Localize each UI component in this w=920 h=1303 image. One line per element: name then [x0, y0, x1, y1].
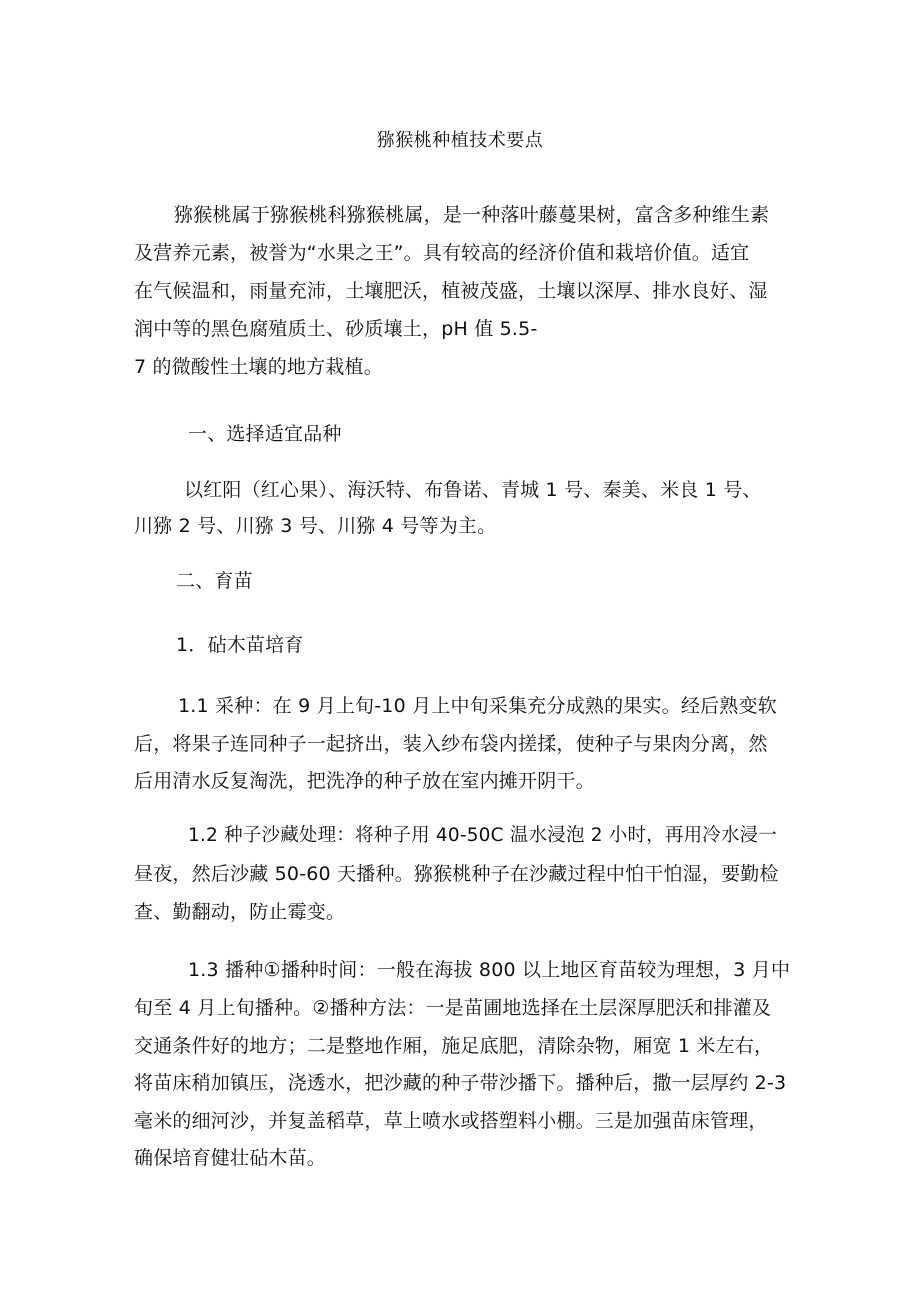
section-heading-seedling: 二、育苗: [176, 570, 253, 592]
seed-collection-line: 后用清水反复淘洗，把洗净的种子放在室内摊开阴干。: [134, 770, 595, 792]
section-heading-varieties: 一、选择适宜品种: [188, 423, 342, 445]
intro-line: 及营养元素，被誉为“水果之王”。具有较高的经济价值和栽培价值。适宜: [134, 242, 750, 264]
seed-stratification-line: 昼夜，然后沙藏 50-60 天播种。猕猴桃种子在沙藏过程中怕干怕湿，要勤检: [134, 863, 779, 885]
sowing-line: 交通条件好的地方；二是整地作厢，施足底肥，清除杂物，厢宽 1 米左右，: [134, 1035, 774, 1057]
sowing-line: 毫米的细河沙，并复盖稻草，草上喷水或搭塑料小棚。三是加强苗床管理，: [134, 1110, 768, 1132]
seed-stratification-line: 1.2 种子沙藏处理：将种子用 40-50C 温水浸泡 2 小时，再用冷水浸一: [188, 825, 778, 846]
varieties-line: 以红阳（红心果）、海沃特、布鲁诺、青城 1 号、秦美、米良 1 号、: [184, 479, 762, 501]
intro-line: 猕猴桃属于猕猴桃科猕猴桃属，是一种落叶藤蔓果树，富含多种维生素: [174, 204, 770, 226]
document-title: 猕猴桃种植技术要点: [376, 130, 544, 151]
intro-line: 润中等的黑色腐殖质土、砂质壤土，pH 值 5.5-: [134, 318, 538, 340]
subheading-rootstock: 1．砧木苗培育: [176, 634, 304, 656]
sowing-line: 旬至 4 月上旬播种。②播种方法：一是苗圃地选择在土层深厚肥沃和排灌及: [134, 997, 772, 1019]
seed-collection-line: 1.1 采种：在 9 月上旬-10 月上中旬采集充分成熟的果实。经后熟变软: [178, 695, 777, 717]
seed-stratification-line: 查、勤翻动，防止霉变。: [134, 901, 346, 923]
sowing-line: 将苗床稍加镇压，浇透水，把沙藏的种子带沙播下。播种后，撒一层厚约 2-3: [134, 1072, 787, 1094]
sowing-line: 1.3 播种①播种时间：一般在海拔 800 以上地区育苗较为理想，3 月中: [188, 959, 791, 981]
sowing-line: 确保培育健壮砧木苗。: [134, 1147, 327, 1169]
varieties-line: 川猕 2 号、川猕 3 号、川猕 4 号等为主。: [134, 515, 497, 537]
intro-line: 7 的微酸性土壤的地方栽植。: [134, 356, 383, 378]
intro-line: 在气候温和，雨量充沛，土壤肥沃，植被茂盛，土壤以深厚、排水良好、湿: [134, 280, 768, 302]
seed-collection-line: 后，将果子连同种子一起挤出，装入纱布袋内搓揉，使种子与果肉分离，然: [134, 733, 768, 755]
